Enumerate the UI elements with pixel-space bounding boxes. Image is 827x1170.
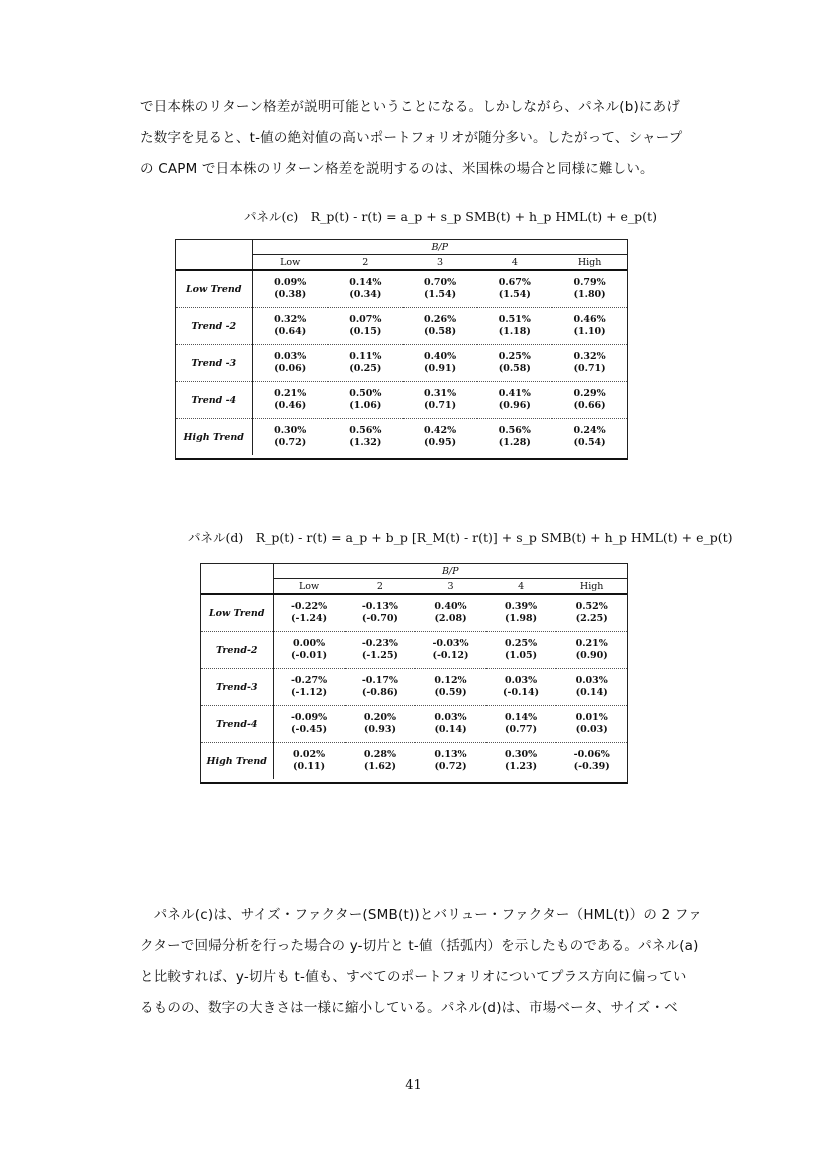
cell-value: 0.39% <box>505 601 538 612</box>
row-label: Low Trend <box>201 594 273 632</box>
cell-tstat: (0.91) <box>424 363 457 374</box>
cell-tstat: (0.90) <box>575 650 608 661</box>
cell-value: 0.03% <box>274 351 307 362</box>
table-cell <box>273 594 345 632</box>
cell-tstat: (0.59) <box>434 687 467 698</box>
column-header: 3 <box>403 255 478 271</box>
cell-value: 0.03% <box>434 712 467 723</box>
table-cell <box>556 632 627 669</box>
cell-value: 0.40% <box>423 351 457 362</box>
table-cell <box>252 270 328 308</box>
cell-value: 0.30% <box>274 425 307 436</box>
cell-value: 0.40% <box>434 601 467 612</box>
table-row <box>201 706 627 743</box>
table-cell <box>403 419 478 456</box>
cell-value: -0.23% <box>361 638 398 649</box>
cell-value: -0.27% <box>290 675 328 686</box>
table-cell <box>556 706 627 743</box>
cell-value: 0.02% <box>292 749 326 760</box>
table-cell <box>345 669 416 706</box>
cell-value: 0.21% <box>274 388 307 399</box>
intro-line: の CAPM で日本株のリターン格差を説明するのは、米国株の場合と同様に難しい。 <box>140 161 654 177</box>
outro-paragraph <box>140 900 710 1024</box>
cell-tstat: (0.66) <box>573 400 606 411</box>
cell-tstat: (0.93) <box>363 724 396 735</box>
cell-tstat: (-1.25) <box>361 650 398 661</box>
table-cell <box>345 594 416 632</box>
table-cell <box>415 594 486 632</box>
table-cell <box>486 669 557 706</box>
cell-tstat: (0.15) <box>349 326 382 337</box>
cell-value: 0.25% <box>505 638 538 649</box>
cell-tstat: (2.25) <box>575 613 608 624</box>
table-row <box>176 382 627 419</box>
table-cell <box>415 669 486 706</box>
cell-value: 0.46% <box>573 314 606 325</box>
table-cell <box>345 706 416 743</box>
table-cell <box>556 743 627 780</box>
table-cell <box>486 743 557 780</box>
cell-tstat: (1.80) <box>573 289 606 300</box>
intro-paragraph <box>140 92 710 185</box>
column-header: 2 <box>328 255 403 271</box>
cell-tstat: (1.98) <box>505 613 538 624</box>
cell-tstat: (0.06) <box>274 363 307 374</box>
table-cell <box>477 345 552 382</box>
table-cell <box>552 345 627 382</box>
row-label: High Trend <box>201 743 273 780</box>
page-number: 41 <box>405 1078 422 1093</box>
table-cell <box>273 706 345 743</box>
cell-value: 0.29% <box>573 388 606 399</box>
cell-value: 0.12% <box>434 675 467 686</box>
cell-tstat: (-0.86) <box>361 687 398 698</box>
cell-value: -0.03% <box>432 638 469 649</box>
table-cell <box>552 308 627 345</box>
cell-tstat: (1.23) <box>505 761 538 772</box>
cell-value: 0.11% <box>349 351 382 362</box>
cell-value: 0.32% <box>573 351 606 362</box>
table-cell <box>552 270 627 308</box>
table-cell <box>252 308 328 345</box>
cell-value: 0.21% <box>575 638 608 649</box>
cell-value: -0.09% <box>290 712 328 723</box>
cell-value: 0.50% <box>349 388 382 399</box>
cell-tstat: (1.10) <box>573 326 606 337</box>
cell-tstat: (-1.12) <box>291 687 328 698</box>
group-header: B/P <box>252 240 627 255</box>
cell-value: 0.70% <box>423 277 457 288</box>
cell-tstat: (0.34) <box>349 289 382 300</box>
cell-value: 0.67% <box>498 277 531 288</box>
cell-tstat: (0.03) <box>575 724 608 735</box>
table-cell <box>552 382 627 419</box>
table-cell <box>415 632 486 669</box>
table-cell <box>403 345 478 382</box>
table-cell <box>486 594 557 632</box>
column-header: High <box>552 255 627 271</box>
table-cell <box>328 308 403 345</box>
table-corner <box>201 564 273 594</box>
group-header: B/P <box>273 564 627 579</box>
cell-value: 0.26% <box>423 314 457 325</box>
table-cell <box>345 743 416 780</box>
cell-value: 0.32% <box>274 314 307 325</box>
table-cell <box>273 743 345 780</box>
table-corner <box>176 240 252 270</box>
panel-d-caption-text: パネル(d) R_p(t) - r(t) = a_p + b_p [R_M(t) - r(t)] + s_p SMB(t) + h_p HML(t) + e_p(t) <box>188 530 733 545</box>
cell-tstat: (0.54) <box>573 437 606 448</box>
cell-tstat: (-1.24) <box>291 613 328 624</box>
cell-value: 0.51% <box>498 314 531 325</box>
table-cell <box>273 632 345 669</box>
cell-tstat: (0.71) <box>573 363 606 374</box>
cell-tstat: (0.72) <box>274 437 307 448</box>
cell-value: 0.52% <box>575 601 608 612</box>
table-cell <box>273 669 345 706</box>
table-cell <box>403 308 478 345</box>
table-cell <box>328 270 403 308</box>
column-header: 2 <box>345 579 416 595</box>
cell-tstat: (2.08) <box>434 613 467 624</box>
row-label: Trend -4 <box>176 382 252 419</box>
cell-value: 0.25% <box>498 351 531 362</box>
cell-value: 0.01% <box>575 712 608 723</box>
cell-value: -0.22% <box>290 601 328 612</box>
intro-line: た数字を見ると、t-値の絶対値の高いポートフォリオが随分多い。したがって、シャープ <box>140 130 683 146</box>
table-cell <box>477 382 552 419</box>
cell-value: 0.13% <box>434 749 467 760</box>
table-cell <box>556 594 627 632</box>
cell-tstat: (0.46) <box>274 400 307 411</box>
cell-value: 0.00% <box>292 638 326 649</box>
cell-tstat: (0.64) <box>274 326 307 337</box>
cell-tstat: (1.54) <box>498 289 531 300</box>
cell-tstat: (0.25) <box>349 363 382 374</box>
row-label: High Trend <box>176 419 252 456</box>
table-cell <box>415 743 486 780</box>
column-header: 4 <box>486 579 557 595</box>
intro-line: で日本株のリターン格差が説明可能ということになる。しかしながら、パネル(b)にあげ <box>140 99 681 115</box>
cell-value: 0.09% <box>274 277 307 288</box>
outro-line: パネル(c)は、サイズ・ファクター(SMB(t))とバリュー・ファクター（HML(t)）の 2 ファ <box>140 907 702 923</box>
cell-value: 0.30% <box>505 749 538 760</box>
cell-tstat: (1.28) <box>498 437 531 448</box>
cell-value: 0.56% <box>498 425 531 436</box>
column-header: Low <box>252 255 328 271</box>
table-cell <box>328 345 403 382</box>
panel-d-caption <box>188 528 733 546</box>
row-label: Trend -2 <box>176 308 252 345</box>
cell-tstat: (0.14) <box>434 724 467 735</box>
cell-value: 0.42% <box>423 425 457 436</box>
cell-tstat: (0.58) <box>424 326 457 337</box>
table-cell <box>556 669 627 706</box>
table-cell <box>477 419 552 456</box>
row-label: Trend-2 <box>201 632 273 669</box>
cell-tstat: (-0.14) <box>503 687 540 698</box>
panel-d-table <box>201 564 627 779</box>
cell-tstat: (1.06) <box>349 400 382 411</box>
cell-tstat: (0.11) <box>292 761 326 772</box>
cell-value: -0.17% <box>361 675 398 686</box>
table-cell <box>403 270 478 308</box>
cell-value: 0.07% <box>349 314 382 325</box>
table-row <box>176 308 627 345</box>
cell-tstat: (1.62) <box>363 761 396 772</box>
cell-tstat: (0.96) <box>498 400 531 411</box>
row-label: Trend -3 <box>176 345 252 382</box>
cell-tstat: (0.14) <box>575 687 608 698</box>
cell-tstat: (0.38) <box>274 289 307 300</box>
column-header: 4 <box>477 255 552 271</box>
cell-tstat: (0.95) <box>424 437 457 448</box>
cell-value: 0.31% <box>423 388 457 399</box>
table-cell <box>477 308 552 345</box>
cell-value: 0.79% <box>573 277 606 288</box>
table-cell <box>486 632 557 669</box>
cell-tstat: (1.05) <box>505 650 538 661</box>
table-cell <box>252 419 328 456</box>
cell-value: -0.13% <box>361 601 398 612</box>
panel-c-caption-text: パネル(c) R_p(t) - r(t) = a_p + s_p SMB(t) + h_p HML(t) + e_p(t) <box>244 209 657 224</box>
cell-tstat: (0.58) <box>498 363 531 374</box>
cell-value: -0.06% <box>573 749 610 760</box>
panel-c-caption <box>244 207 657 225</box>
cell-value: 0.28% <box>363 749 396 760</box>
table-cell <box>345 632 416 669</box>
cell-tstat: (0.71) <box>424 400 457 411</box>
cell-value: 0.20% <box>363 712 396 723</box>
table-row <box>201 669 627 706</box>
cell-value: 0.14% <box>349 277 382 288</box>
table-row <box>201 594 627 632</box>
outro-line: クターで回帰分析を行った場合の y-切片と t-値（括弧内）を示したものである。パネル(a) <box>140 938 699 954</box>
table-cell <box>328 419 403 456</box>
cell-value: 0.56% <box>349 425 382 436</box>
table-cell <box>328 382 403 419</box>
table-cell <box>252 345 328 382</box>
column-header: 3 <box>415 579 486 595</box>
column-header: High <box>556 579 627 595</box>
table-row <box>201 743 627 780</box>
cell-value: 0.03% <box>575 675 608 686</box>
cell-value: 0.14% <box>505 712 538 723</box>
row-label: Trend-3 <box>201 669 273 706</box>
table-cell <box>415 706 486 743</box>
panel-c-table <box>176 240 627 455</box>
cell-value: 0.41% <box>498 388 531 399</box>
cell-tstat: (0.77) <box>505 724 538 735</box>
column-header: Low <box>273 579 345 595</box>
cell-tstat: (-0.01) <box>291 650 328 661</box>
table-cell <box>552 419 627 456</box>
cell-tstat: (1.18) <box>498 326 531 337</box>
outro-line: るものの、数字の大きさは一様に縮小している。パネル(d)は、市場ベータ、サイズ・ベ <box>140 1000 678 1016</box>
cell-tstat: (1.32) <box>349 437 382 448</box>
outro-line: と比較すれば、y-切片も t-値も、すべてのポートフォリオについてプラス方向に偏ってい <box>140 969 687 985</box>
table-row <box>201 632 627 669</box>
cell-value: 0.24% <box>573 425 606 436</box>
table-cell <box>486 706 557 743</box>
table-cell <box>252 382 328 419</box>
cell-tstat: (-0.12) <box>432 650 469 661</box>
cell-tstat: (-0.39) <box>573 761 610 772</box>
row-label: Trend-4 <box>201 706 273 743</box>
cell-value: 0.03% <box>505 675 538 686</box>
cell-tstat: (1.54) <box>424 289 457 300</box>
table-cell <box>477 270 552 308</box>
table-cell <box>403 382 478 419</box>
table-row <box>176 270 627 308</box>
cell-tstat: (-0.70) <box>361 613 398 624</box>
cell-tstat: (0.72) <box>434 761 467 772</box>
row-label: Low Trend <box>176 270 252 308</box>
cell-tstat: (-0.45) <box>291 724 328 735</box>
table-row <box>176 419 627 456</box>
table-row <box>176 345 627 382</box>
